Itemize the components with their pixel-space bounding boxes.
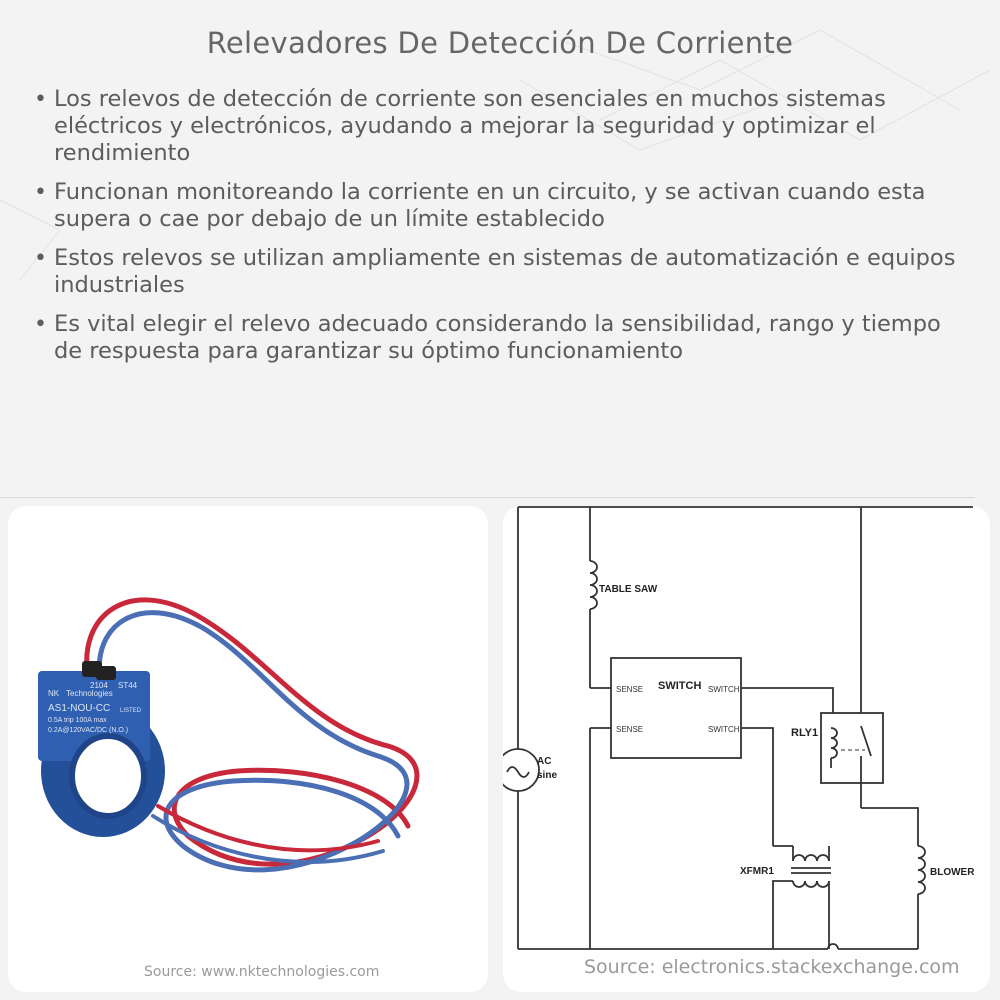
relay-label: RLY1 bbox=[791, 727, 819, 739]
bullet-item bbox=[32, 245, 962, 299]
source-credit-left: Source: www.nktechnologies.com bbox=[144, 964, 380, 980]
bullet-text: Estos relevos se utilizan ampliamente en sistemas de automatización e equipos industriales bbox=[54, 245, 956, 298]
bullet-dot: • bbox=[34, 246, 47, 271]
sensor-brand2: Technologies bbox=[66, 689, 113, 698]
sensor-spec2: 0.2A@120VAC/DC (N.O.) bbox=[48, 727, 129, 734]
bullet-item bbox=[32, 86, 962, 167]
bullet-item bbox=[32, 179, 962, 233]
section-divider bbox=[0, 497, 975, 498]
bullet-dot: • bbox=[34, 180, 47, 205]
sense-label-1: SENSE bbox=[616, 685, 644, 694]
switch-label-1: SWITCH bbox=[708, 685, 740, 694]
red-wire bbox=[158, 806, 378, 850]
bullet-dot: • bbox=[34, 87, 47, 112]
bullet-dot: • bbox=[34, 312, 47, 337]
source-credit-right: Source: electronics.stackexchange.com bbox=[584, 956, 960, 978]
current-sensor-illustration bbox=[8, 506, 488, 992]
bullet-list bbox=[32, 86, 962, 377]
bullet-text: Los relevos de detección de corriente son esenciales en muchos sistemas eléctricos y electrónicos, ayudando a mejorar la seguridad y optimizar el rendimiento bbox=[54, 86, 886, 166]
bullet-text: Funcionan monitoreando la corriente en un circuito, y se activan cuando esta supera o cae por debajo de un límite establecido bbox=[54, 179, 926, 232]
sensor-brand: NK bbox=[48, 689, 60, 698]
sensor-spec1: 0.5A trip 100A max bbox=[48, 717, 107, 724]
sensor-model: AS1-NOU-CC bbox=[48, 703, 111, 714]
sensor-code1: 2104 bbox=[90, 681, 108, 690]
sense-label-2: SENSE bbox=[616, 725, 644, 734]
circuit-diagram-panel bbox=[503, 506, 990, 992]
sensor-cert: LISTED bbox=[120, 708, 142, 714]
switch-box-title: SWITCH bbox=[658, 680, 702, 692]
circuit-schematic bbox=[503, 506, 990, 992]
page-title: Relevadores De Detección De Corriente bbox=[206, 26, 794, 60]
bullet-item bbox=[32, 311, 962, 365]
bullet-text: Es vital elegir el relevo adecuado considerando la sensibilidad, rango y tiempo de respuesta para garantizar su óptimo funcionamiento bbox=[54, 311, 941, 364]
transformer-label: XFMR1 bbox=[740, 866, 774, 877]
sensor-image-panel bbox=[8, 506, 488, 992]
switch-label-2: SWITCH bbox=[708, 725, 740, 734]
sine-label: sine bbox=[537, 770, 558, 781]
sensor-code2: ST44 bbox=[118, 681, 138, 690]
blower-label: BLOWER bbox=[930, 867, 975, 878]
ac-label: AC bbox=[537, 756, 552, 767]
table-saw-label: TABLE SAW bbox=[599, 584, 658, 595]
